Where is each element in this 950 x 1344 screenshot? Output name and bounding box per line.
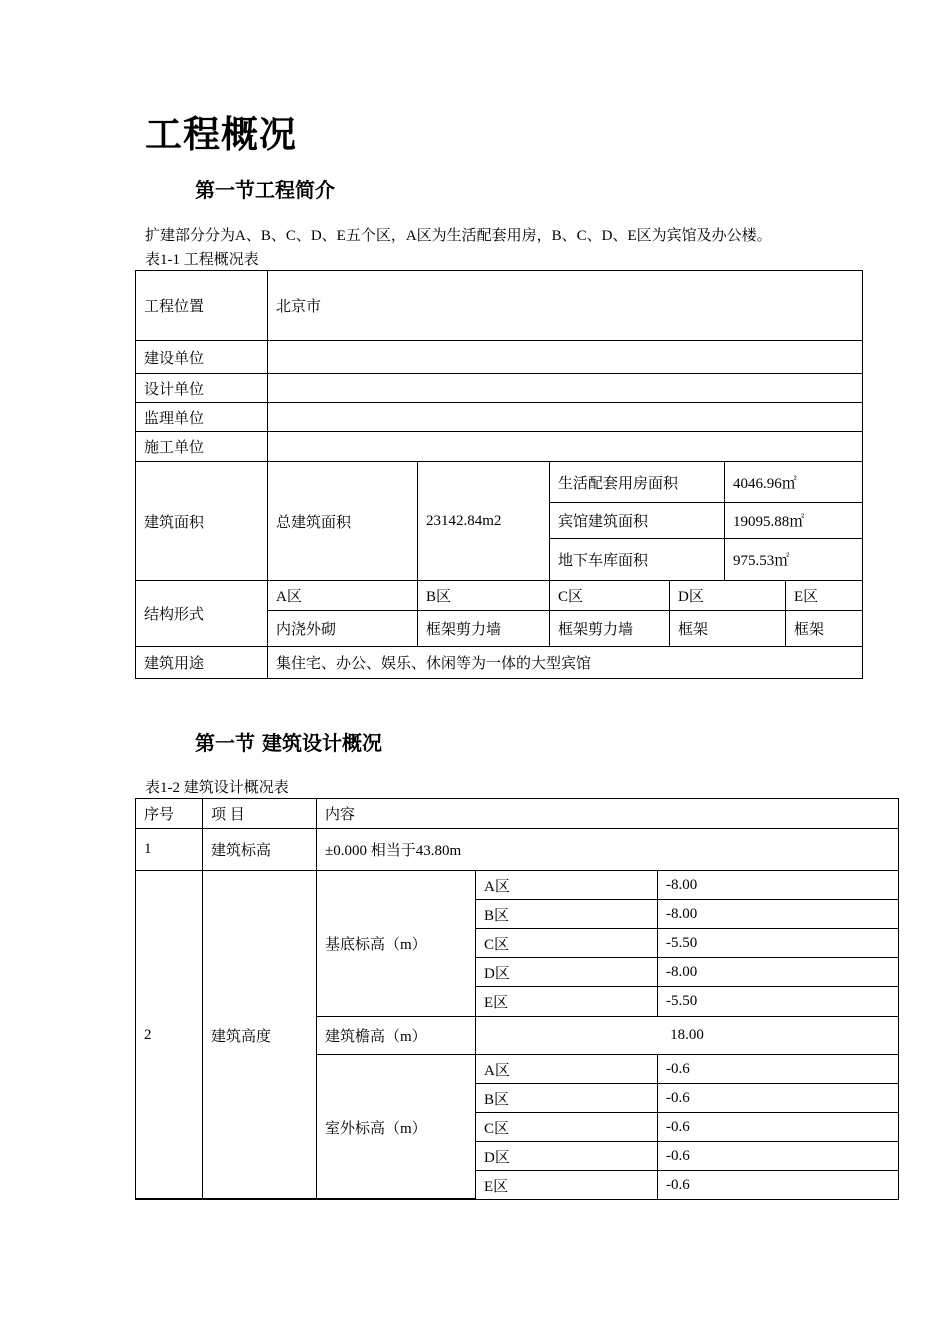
value-cell: -0.6 [658,1055,899,1084]
value-cell: -5.50 [658,987,899,1017]
structure-cell: 内浇外砌 [268,611,418,647]
designer-value [268,374,863,403]
zone-cell: D区 [476,1142,658,1171]
project-overview-table [135,270,863,679]
zone-cell: A区 [268,581,418,611]
zone-cell: D区 [476,958,658,987]
value-cell: -0.6 [658,1113,899,1142]
structure-cell: 框架剪力墙 [418,611,550,647]
zone-cell: C区 [550,581,670,611]
value-cell: -0.6 [658,1171,899,1200]
table-bottom-rule [135,1198,476,1200]
structure-cell: 框架 [670,611,786,647]
row-content: ±0.000 相当于43.80m [317,829,899,871]
structure-cell: 框架剪力墙 [550,611,670,647]
usage-value: 集住宅、办公、娱乐、休闲等为一体的大型宾馆 [268,647,863,679]
sub-area-label: 地下车库面积 [550,539,725,581]
header-content: 内容 [317,799,899,829]
value-cell: -8.00 [658,900,899,929]
header-no: 序号 [136,799,203,829]
sub-area-value: 975.53㎡ [725,539,863,581]
zone-cell: B区 [476,1084,658,1113]
zone-cell: B区 [476,900,658,929]
row-item: 建筑高度 [203,871,317,1200]
base-elevation-label: 基底标高（m） [317,871,476,1017]
designer-label: 设计单位 [136,374,268,403]
page-title: 工程概况 [145,113,297,156]
total-area-label: 总建筑面积 [268,462,418,581]
zone-cell: A区 [476,871,658,900]
total-area-value: 23142.84m2 [418,462,550,581]
location-value: 北京市 [268,271,863,341]
supervisor-label: 监理单位 [136,403,268,432]
value-cell: -8.00 [658,871,899,900]
zone-cell: A区 [476,1055,658,1084]
sub-area-value: 4046.96㎡ [725,462,863,503]
section1-heading: 第一节工程简介 [195,178,335,202]
structure-cell: 框架 [786,611,863,647]
builder-label: 建设单位 [136,341,268,374]
sub-area-label: 宾馆建筑面积 [550,503,725,539]
structure-label: 结构形式 [136,581,268,647]
zone-cell: D区 [670,581,786,611]
row-item: 建筑标高 [203,829,317,871]
design-overview-table [135,798,899,1200]
builder-value [268,341,863,374]
outdoor-elevation-label: 室外标高（m） [317,1055,476,1200]
value-cell: -5.50 [658,929,899,958]
table1-caption: 表1-1 工程概况表 [145,252,259,268]
area-label: 建筑面积 [136,462,268,581]
zone-cell: E区 [476,1171,658,1200]
value-cell: -8.00 [658,958,899,987]
table2-caption: 表1-2 建筑设计概况表 [145,780,289,796]
zone-cell: B区 [418,581,550,611]
contractor-value [268,432,863,462]
sub-area-value: 19095.88㎡ [725,503,863,539]
usage-label: 建筑用途 [136,647,268,679]
eave-height-label: 建筑檐高（m） [317,1017,476,1055]
value-cell: -0.6 [658,1084,899,1113]
row-no: 2 [136,871,203,1200]
zone-cell: C区 [476,1113,658,1142]
location-label: 工程位置 [136,271,268,341]
header-item: 项 目 [203,799,317,829]
sub-area-label: 生活配套用房面积 [550,462,725,503]
contractor-label: 施工单位 [136,432,268,462]
row-no: 1 [136,829,203,871]
section2-heading: 第一节 建筑设计概况 [195,731,382,755]
eave-height-value: 18.00 [476,1017,899,1055]
zone-cell: E区 [476,987,658,1017]
zone-cell: C区 [476,929,658,958]
supervisor-value [268,403,863,432]
zone-cell: E区 [786,581,863,611]
section1-intro: 扩建部分分为A、B、C、D、E五个区，A区为生活配套用房，B、C、D、E区为宾馆及办公楼。 [145,228,772,244]
value-cell: -0.6 [658,1142,899,1171]
